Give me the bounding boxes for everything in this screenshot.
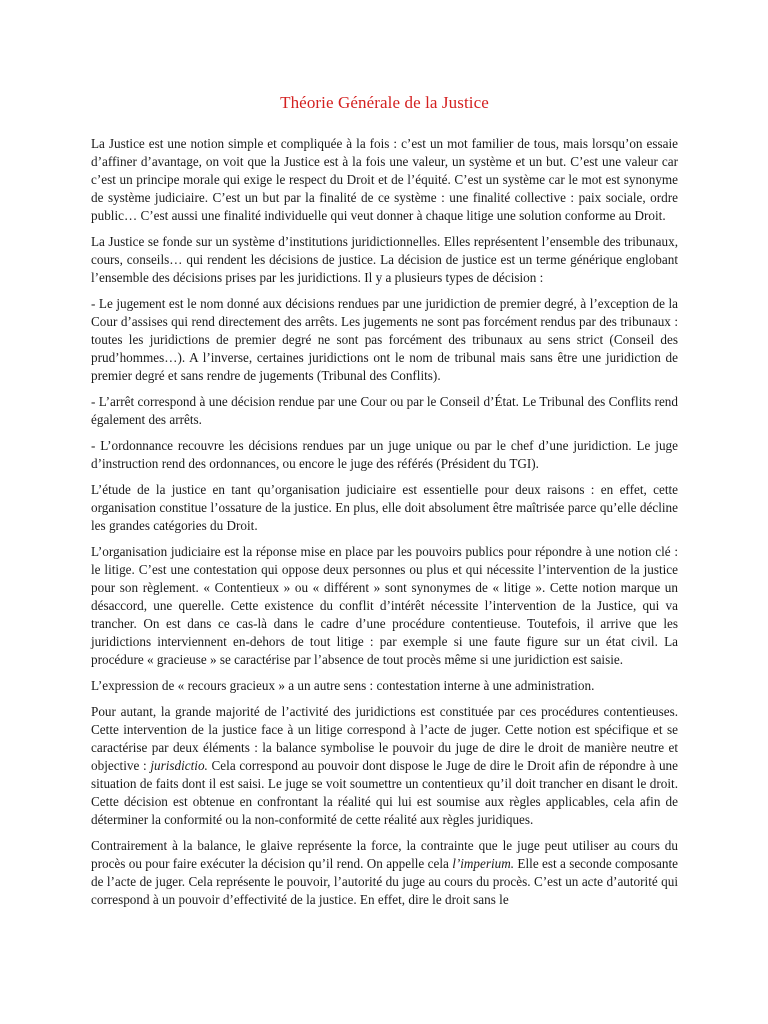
document-title: Théorie Générale de la Justice: [280, 93, 489, 112]
paragraph-arret: - L’arrêt correspond à une décision rendue par une Cour ou par le Conseil d’État. Le Tribunal des Conflits rend également des arrêts.: [91, 394, 678, 427]
document-page: [91, 0, 678, 917]
paragraph-imperium: Contrairement à la balance, le glaive représente la force, la contrainte que le juge peut utiliser au cours du procès ou pour faire exécuter la décision qu’il rend. On appelle cela l’imperium. Elle est a seconde composante de l’acte de juger. Cela représente le pouvoir, l’autorité du juge au cours du procès. C’est un acte d’autorité qui correspond à un pouvoir d’effectivité de la justice. En effet, dire le droit sans le: [91, 838, 678, 907]
document-body: [91, 135, 678, 909]
paragraph-litige: L’organisation judiciaire est la réponse mise en place par les pouvoirs publics pour répondre à une notion clé : le litige. C’est une contestation qui oppose deux personnes ou plus et qui nécessite l’intervention de la justice pour son règlement. « Contentieux » ou « différent » sont synonymes de « litige ». Cette notion marque un désaccord, une querelle. Cette existence du conflit d’intérêt nécessite l’intervention de la Justice, qui va trancher. On est dans ce cas-là dans le cadre d’une procédure contentieuse. Toutefois, il arrive que les juridictions interviennent en-dehors de tout litige : par exemple si une faute figure sur un état civil. La procédure « gracieuse » se caractérise par l’absence de tout procès même si une juridiction est saisie.: [91, 544, 678, 667]
paragraph-institutions: La Justice se fonde sur un système d’institutions juridictionnelles. Elles représentent l’ensemble des tribunaux, cours, conseils… qui rendent les décisions de justice. La décision de justice est un terme générique englobant l’ensemble des décisions prises par les juridictions. Il y a plusieurs types de décision :: [91, 234, 678, 285]
paragraph-organisation: L’étude de la justice en tant qu’organisation judiciaire est essentielle pour deux raisons : en effet, cette organisation constitue l’ossature de la justice. En plus, elle doit absolument être maîtrisée parce qu’elle décline les grandes catégories du Droit.: [91, 482, 678, 533]
paragraph-intro: La Justice est une notion simple et compliquée à la fois : c’est un mot familier de tous, mais lorsqu’on essaie d’affiner d’avantage, on voit que la Justice est à la fois une valeur, un système et un but. C’est une valeur car c’est un principe morale qui exige le respect du Droit et de l’équité. C’est un système car le mot est synonyme de système judiciaire. C’est un but par la finalité de ce système : une finalité collective : paix sociale, ordre public… C’est aussi une finalité individuelle qui veut donner à chaque litige une solution conforme au Droit.: [91, 136, 678, 223]
paragraph-jugement: - Le jugement est le nom donné aux décisions rendues par une juridiction de premier degré, à l’exception de la Cour d’assises qui rend directement des arrêts. Les jugements ne sont pas forcément rendus par des tribunaux : toutes les juridictions de premier degré ne sont pas forcément des tribunaux au sens strict (Conseil des prud’hommes…). A l’inverse, certaines juridictions ont le nom de tribunal mais sans être une juridiction de premier degré et sans rendre de jugements (Tribunal des Conflits).: [91, 296, 678, 383]
paragraph-jurisdictio: Pour autant, la grande majorité de l’activité des juridictions est constituée par ces procédures contentieuses. Cette intervention de la justice face à un litige correspond à l’acte de juger. Cette notion est spécifique et se caractérise par deux éléments : la balance symbolise le pouvoir du juge de dire le droit de manière neutre et objective : jurisdictio. Cela correspond au pouvoir dont dispose le Juge de dire le Droit afin de répondre à une situation de faits dont il est saisi. Le juge se voit soumettre un contentieux qu’il doit trancher en disant le droit. Cette décision est obtenue en confrontant la réalité qui lui est soumise aux règles applicables, cela afin de déterminer la conformité ou la non-conformité de cette réalité aux règles juridiques.: [91, 704, 679, 827]
paragraph-recours-gracieux: L’expression de « recours gracieux » a un autre sens : contestation interne à une administration.: [91, 678, 595, 693]
paragraph-ordonnance: - L’ordonnance recouvre les décisions rendues par un juge unique ou par le chef d’une juridiction. Le juge d’instruction rend des ordonnances, ou encore le juge des référés (Président du TGI).: [91, 438, 678, 471]
